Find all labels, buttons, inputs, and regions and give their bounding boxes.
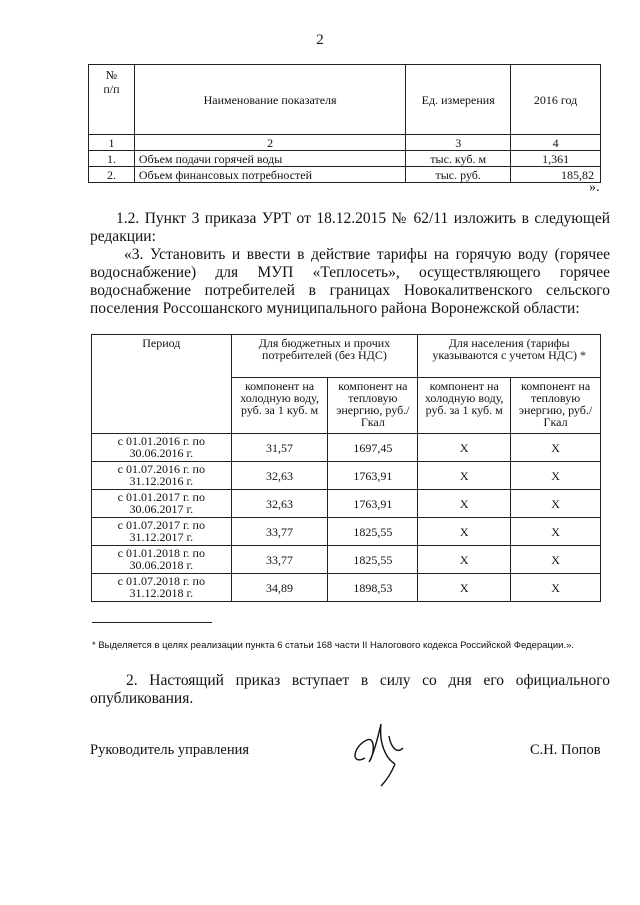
quote-end: ». [589,180,600,195]
t1-colnum: 4 [511,135,601,151]
t1-cell: 185,82 [511,167,601,183]
t2-value-cell: X [511,518,601,546]
t1-cell: тыс. куб. м [406,151,511,167]
t2-period-cell: с 01.07.2016 г. по 31.12.2016 г. [92,462,232,490]
t2-header-period: Период [92,335,232,434]
t2-value-cell: X [418,574,511,602]
t1-cell: тыс. руб. [406,167,511,183]
table-row [89,151,601,167]
signatory-position: Руководитель управления [90,742,250,758]
t2-header-budget: Для бюджетных и прочих потребителей (без НДС) [231,335,418,378]
t2-value-cell: X [511,490,601,518]
t2-value-cell: X [418,546,511,574]
t2-sub-heat: компонент на тепловую энергию, руб./Гкал [511,378,601,434]
t2-value-cell: X [418,490,511,518]
t2-value-cell: 1763,91 [328,462,418,490]
t2-value-cell: X [511,546,601,574]
tariff-table [91,334,601,602]
footnote-divider [92,622,212,623]
t2-value-cell: X [418,518,511,546]
t2-value-cell: X [511,434,601,462]
signature-mark [345,718,415,788]
paragraph-2: 2. Настоящий приказ вступает в силу со дня его официального опубликования. [90,672,610,707]
t2-value-cell: 1825,55 [328,518,418,546]
t1-cell: 2. [89,167,135,183]
t2-value-cell: 31,57 [231,434,328,462]
t2-value-cell: 1763,91 [328,490,418,518]
t2-sub-cold: компонент на холодную воду, руб. за 1 куб. м [231,378,328,434]
t1-colnum: 3 [406,135,511,151]
t2-value-cell: X [418,434,511,462]
t1-cell: 1,361 [511,151,601,167]
t1-cell: Объем финансовых потребностей [134,167,405,183]
t2-value-cell: 32,63 [231,462,328,490]
paragraph-1-2: 1.2. Пункт 3 приказа УРТ от 18.12.2015 № 62/11 изложить в следующей редакции: [90,210,610,245]
t2-value-cell: 33,77 [231,546,328,574]
t2-value-cell: X [418,462,511,490]
t2-period-cell: с 01.01.2017 г. по 30.06.2017 г. [92,490,232,518]
t2-value-cell: X [511,462,601,490]
t2-value-cell: 34,89 [231,574,328,602]
volume-table [88,64,601,183]
t1-header-name: Наименование показателя [134,65,405,135]
t2-period-cell: с 01.07.2017 г. по 31.12.2017 г. [92,518,232,546]
table-row [92,574,601,602]
t2-value-cell: 32,63 [231,490,328,518]
t2-value-cell: 1898,53 [328,574,418,602]
table-row [92,546,601,574]
table-row [92,490,601,518]
paragraph-3-text: «3. Установить и ввести в действие тарифы на горячую воду (горячее водоснабжение) для МУП «Теплосеть», осуществляющего горячее водоснабжение потребителей в границах Новокалитвенского сельского поселения Россошанского муниципального района Воронежской области: [90,246,610,317]
t1-header-year: 2016 год [511,65,601,135]
t2-period-cell: с 01.01.2016 г. по 30.06.2016 г. [92,434,232,462]
t2-period-cell: с 01.01.2018 г. по 30.06.2018 г. [92,546,232,574]
t2-sub-cold: компонент на холодную воду, руб. за 1 куб. м [418,378,511,434]
footnote: * Выделяется в целях реализации пункта 6 статьи 168 части II Налогового кодекса Российской Федерации.». [92,640,575,651]
page-number: 2 [316,32,324,48]
table-row [89,167,601,183]
t2-value-cell: 33,77 [231,518,328,546]
t2-value-cell: X [511,574,601,602]
t1-header-num: № п/п [89,65,135,135]
t2-sub-heat: компонент на тепловую энергию, руб./Гкал [328,378,418,434]
t1-cell: 1. [89,151,135,167]
t2-header-population: Для населения (тарифы указываются с учетом НДС) * [418,335,601,378]
t2-value-cell: 1825,55 [328,546,418,574]
t1-header-unit: Ед. измерения [406,65,511,135]
t2-period-cell: с 01.07.2018 г. по 31.12.2018 г. [92,574,232,602]
signatory-name: С.Н. Попов [530,742,601,758]
table-row [92,462,601,490]
t1-colnum: 1 [89,135,135,151]
t2-value-cell: 1697,45 [328,434,418,462]
table-row [92,518,601,546]
t1-colnum: 2 [134,135,405,151]
t1-cell: Объем подачи горячей воды [134,151,405,167]
table-row [92,434,601,462]
